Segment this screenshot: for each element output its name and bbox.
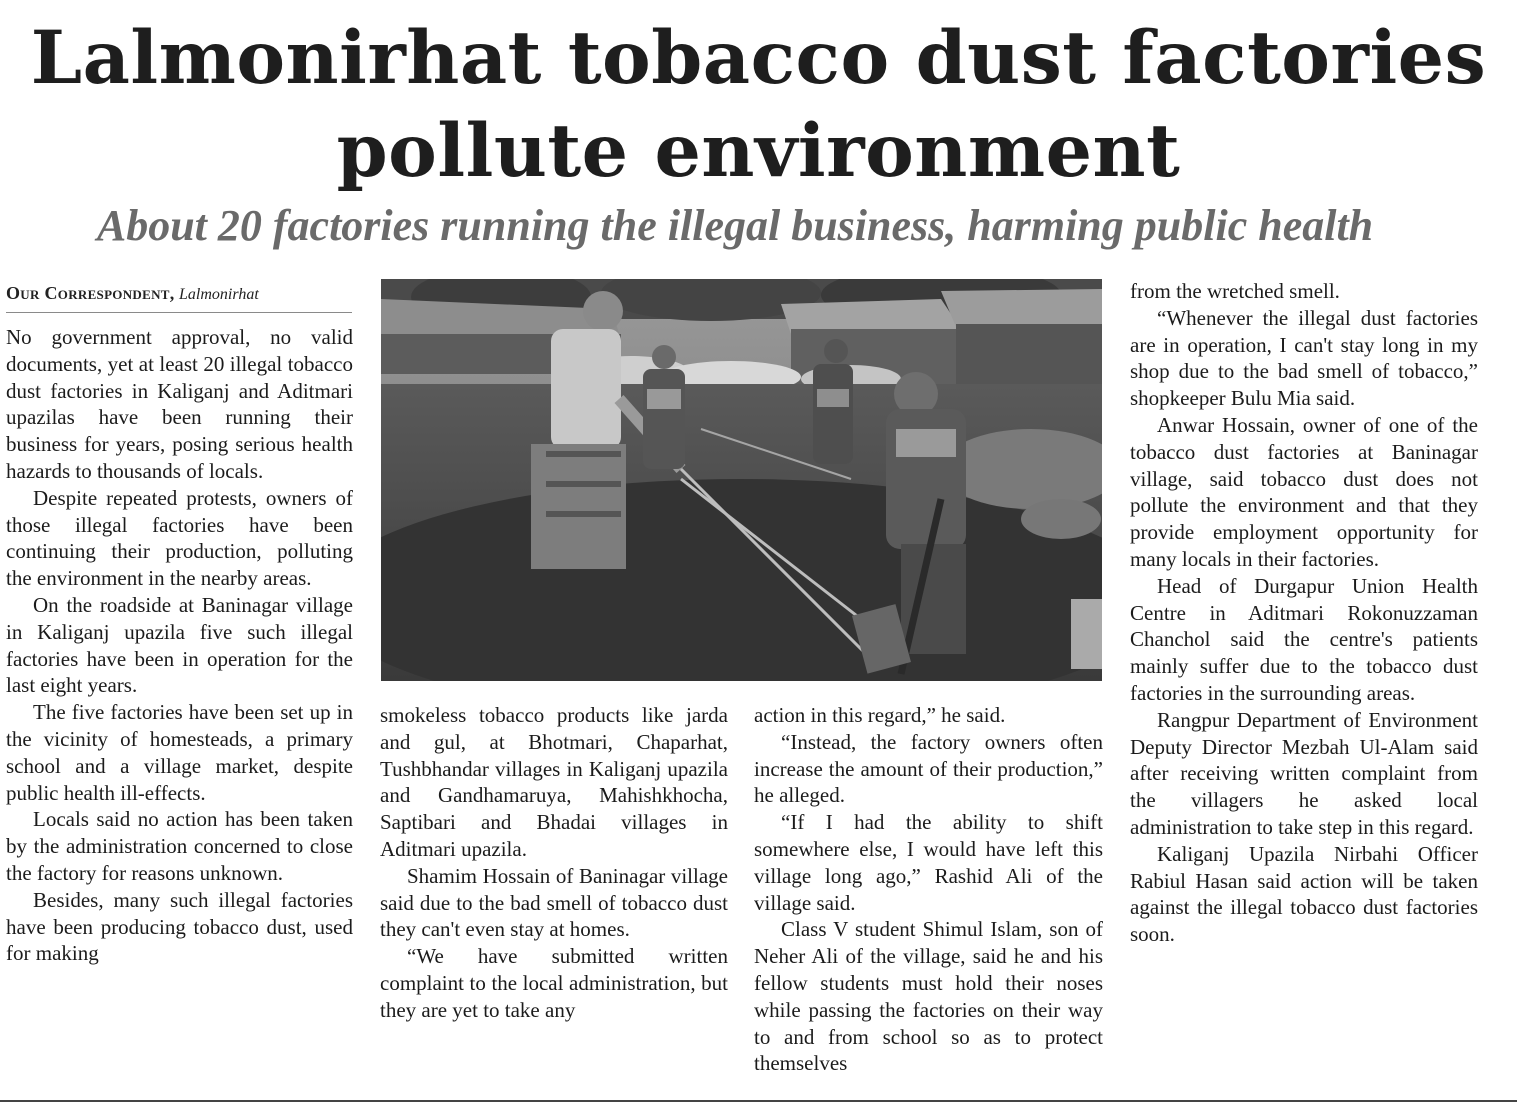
paragraph: Rangpur Department of Environment Deputy Director Mezbah Ul-Alam said after receiving written complaint from the villagers he asked local administration to take step in this regard. bbox=[1130, 707, 1478, 839]
article-photo bbox=[381, 279, 1102, 681]
headline bbox=[10, 12, 1507, 198]
headline-text: Lalmonirhat tobacco dust factories pollute environment bbox=[30, 15, 1487, 194]
byline bbox=[6, 280, 352, 313]
subheadline: About 20 factories running the illegal business, harming public health bbox=[96, 201, 1374, 250]
paragraph: Class V student Shimul Islam, son of Neher Ali of the village, said he and his fellow students must hold their noses while passing the factories on their way to and from school so as to protect themselves bbox=[754, 917, 1103, 1076]
bottom-rule bbox=[0, 1100, 1517, 1102]
paragraph: “We have submitted written complaint to the local administration, but they are yet to take any bbox=[380, 944, 728, 1022]
article-column-1 bbox=[6, 324, 353, 967]
article-column-2 bbox=[380, 702, 728, 1024]
paragraph: On the roadside at Baninagar village in Kaliganj upazila five such illegal factories have been in operation for the last eight years. bbox=[6, 592, 353, 698]
paragraph: Anwar Hossain, owner of one of the tobacco dust factories at Baninagar village, said tobacco dust does not pollute the environment and that they provide employment opportunity for many locals in their factories. bbox=[1130, 412, 1478, 571]
paragraph: Shamim Hossain of Baninagar village said due to the bad smell of tobacco dust they can't even stay at homes. bbox=[380, 863, 728, 942]
byline-place: Lalmonirhat bbox=[179, 286, 259, 303]
paragraph: Head of Durgapur Union Health Centre in Aditmari Rokonuzzaman Chanchol said the centre's patients mainly suffer due to the tobacco dust factories in the surrounding areas. bbox=[1130, 573, 1478, 705]
paragraph: Locals said no action has been taken by the administration concerned to close the factory for reasons unknown. bbox=[6, 807, 353, 885]
paragraph: Kaliganj Upazila Nirbahi Officer Rabiul Hasan said action will be taken against the illegal tobacco dust factories soon. bbox=[1130, 841, 1478, 947]
paragraph: Besides, many such illegal factories have been producing tobacco dust, used for making bbox=[6, 887, 353, 966]
photo-workers-raking-tobacco-dust bbox=[381, 279, 1102, 681]
paragraph: “Whenever the illegal dust factories are in operation, I can't stay long in my shop due to the bad smell of tobacco,” shopkeeper Bulu Mia said. bbox=[1130, 305, 1478, 411]
article-column-3 bbox=[754, 702, 1103, 1077]
paragraph: smokeless tobacco products like jarda and gul, at Bhotmari, Chaparhat, Tushbhandar villages in Kaliganj upazila and Gandhamaruya, Mahishkhocha, Saptibari and Bhadai villages in Aditmari upazila. bbox=[380, 703, 728, 861]
paragraph: “Instead, the factory owners often increase the amount of their production,” he alleged. bbox=[754, 729, 1103, 808]
article-column-4 bbox=[1130, 278, 1478, 948]
paragraph: The five factories have been set up in the vicinity of homesteads, a primary school and a village market, despite public health ill-effects. bbox=[6, 700, 353, 805]
paragraph: action in this regard,” he said. bbox=[754, 703, 1006, 727]
paragraph: No government approval, no valid documents, yet at least 20 illegal tobacco dust factories in Kaliganj and Aditmari upazilas have been running their business for years, posing serious health hazards to thousands of locals. bbox=[6, 325, 353, 483]
paragraph: from the wretched smell. bbox=[1130, 279, 1340, 303]
byline-name: Our Correspondent, bbox=[6, 283, 175, 303]
paragraph: Despite repeated protests, owners of those illegal factories have been continuing their production, polluting the environment in the nearby areas. bbox=[6, 485, 353, 591]
paragraph: “If I had the ability to shift somewhere else, I would have left this village long ago,” Rashid Ali of the village said. bbox=[754, 810, 1103, 915]
